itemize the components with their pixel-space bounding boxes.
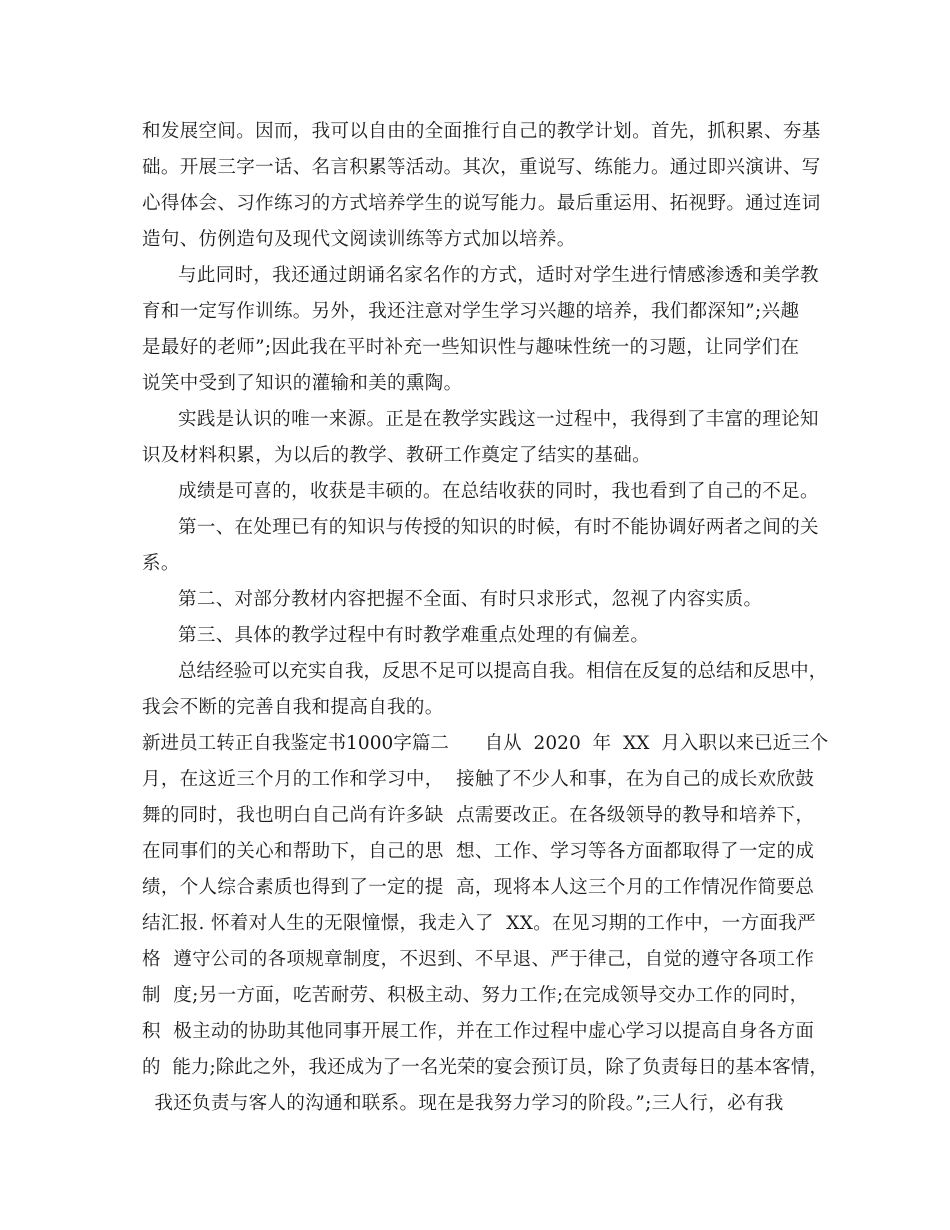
text-line: 我还负责与客人的沟通和联系。现在是我努力学习的阶段。”;三人行，必有我 [142,1093,784,1114]
text-line: 是最好的老师”;因此我在平时补充一些知识性与趣味性统一的习题，让同学们在 [142,337,800,358]
text-line: 与此同时，我还通过朗诵名家名作的方式，适时对学生进行情感渗透和美学教 [178,265,819,286]
text-line: 成绩是可喜的，收获是丰硕的。在总结收获的同时，我也看到了自己的不足。 [178,481,819,502]
text-line: 舞的同时，我也明白自己尚有许多缺 点需要改正。在各级领导的教导和培养下， [142,805,815,826]
text-line: 积 极主动的协助其他同事开展工作，并在工作过程中虚心学习以提高自身各方面 [142,1021,815,1042]
text-line: 础。开展三字一话、名言积累等活动。其次，重说写、练能力。通过即兴演讲、写 [142,157,821,178]
text-line: 育和一定写作训练。另外，我还注意对学生学习兴趣的培养，我们都深知”;兴趣 [142,301,800,322]
text-line: 说笑中受到了知识的灌输和美的熏陶。 [142,373,463,394]
text-line: 格 遵守公司的各项规章制度，不迟到、不早退、严于律己，自觉的遵守各项工作 [142,949,815,970]
text-line: 的 能力;除此之外，我还成为了一名光荣的宴会预订员，除了负责每日的基本客情， [142,1057,828,1078]
section-heading-line: 新进员工转正自我鉴定书1000字篇二 自从 2020 年 XX 月入职以来已近三个 [142,733,829,754]
text-line: 绩，个人综合素质也得到了一定的提 高，现将本人这三个月的工作情况作简要总 [142,877,815,898]
text-line: 总结经验可以充实自我，反思不足可以提高自我。相信在反复的总结和反思中， [178,661,828,682]
text-line: 造句、仿例造句及现代文阅读训练等方式加以培养。 [142,229,576,250]
text-line: 第二、对部分教材内容把握不全面、有时只求形式，忽视了内容实质。 [178,589,763,610]
text-line: 月，在这近三个月的工作和学习中， 接触了不少人和事，在为自己的成长欢欣鼓 [142,769,815,790]
text-line: 制 度;另一方面，吃苦耐劳、积极主动、努力工作;在完成领导交办工作的同时， [142,985,809,1006]
text-line: 实践是认识的唯一来源。正是在教学实践这一过程中，我得到了丰富的理论知 [178,409,819,430]
text-line: 心得体会、习作练习的方式培养学生的说写能力。最后重运用、拓视野。通过连词 [142,193,821,214]
text-line: 我会不断的完善自我和提高自我的。 [142,697,444,718]
text-line: 系。 [142,553,180,574]
text-line: 识及材料积累，为以后的教学、教研工作奠定了结实的基础。 [142,445,651,466]
text-line: 结汇报. 怀着对人生的无限憧憬，我走入了 XX。在见习期的工作中，一方面我严 [142,913,817,934]
text-line: 第三、具体的教学过程中有时教学难重点处理的有偏差。 [178,625,650,646]
text-line: 和发展空间。因而，我可以自由的全面推行自己的教学计划。首先，抓积累、夯基 [142,121,821,142]
text-line: 在同事们的关心和帮助下，自己的思 想、工作、学习等各方面都取得了一定的成 [142,841,815,862]
text-line: 第一、在处理已有的知识与传授的知识的时候，有时不能协调好两者之间的关 [178,517,819,538]
